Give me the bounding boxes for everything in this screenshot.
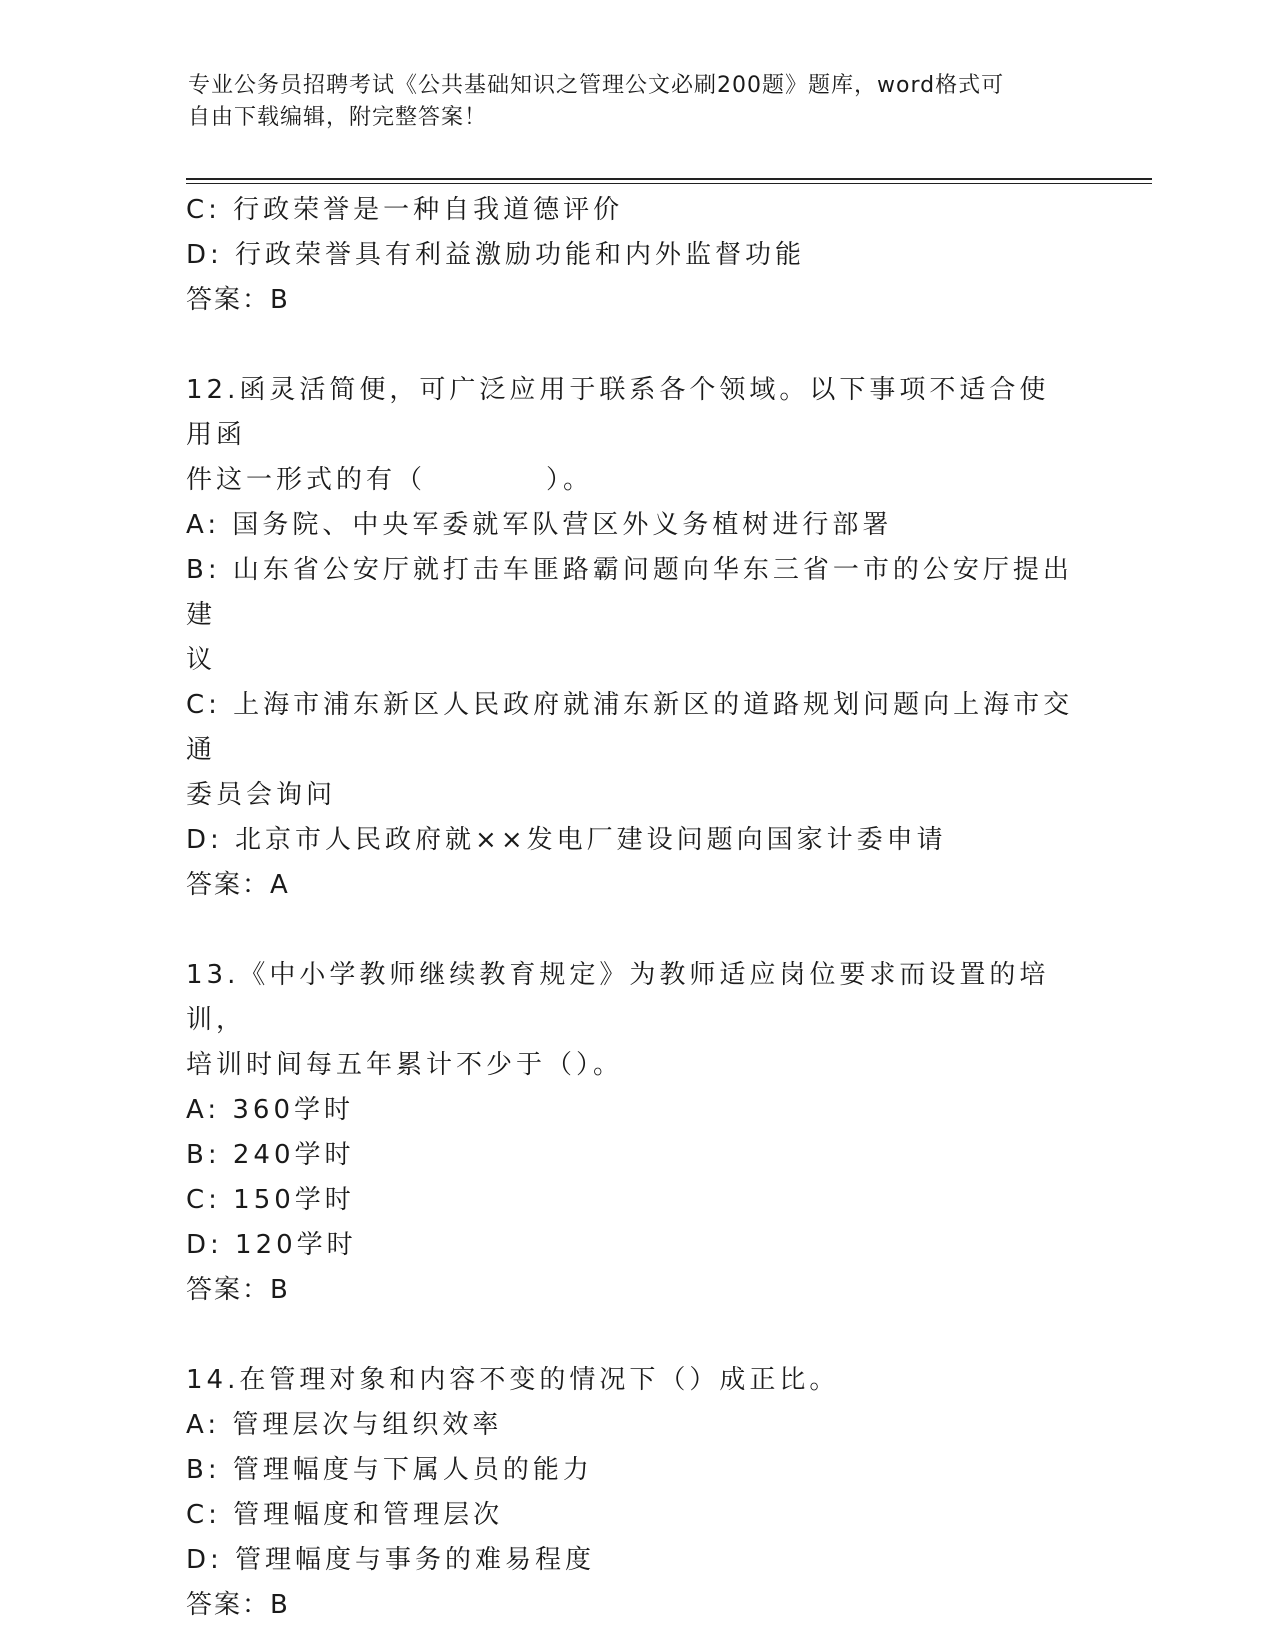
question-11-tail (186, 188, 1076, 323)
option-c: C: 管理幅度和管理层次 (186, 1500, 504, 1530)
option-b-continued: 议 (186, 645, 217, 675)
option-b: B: 山东省公安厅就打击车匪路霸问题向华东三省一市的公安厅提出建 (186, 555, 1073, 630)
document-header (188, 70, 1068, 134)
question-12 (186, 368, 1076, 908)
question-stem-continued: 件这一形式的有（ ）。 (186, 465, 594, 495)
option-c-continued: 委员会询问 (186, 780, 337, 810)
question-stem: 12.函灵活简便，可广泛应用于联系各个领域。以下事项不适合使用函 (186, 375, 1050, 450)
question-stem: 14.在管理对象和内容不变的情况下（）成正比。 (186, 1365, 840, 1395)
header-line-1: 专业公务员招聘考试《公共基础知识之管理公文必刷200题》题库，word格式可 (188, 73, 1005, 98)
option-d: D: 管理幅度与事务的难易程度 (186, 1545, 596, 1575)
option-d: D: 行政荣誉具有利益激励功能和内外监督功能 (186, 240, 806, 270)
answer-label: 答案：B (186, 285, 290, 315)
option-b: B: 240学时 (186, 1140, 355, 1170)
header-divider-thick (186, 178, 1152, 180)
question-stem-continued: 培训时间每五年累计不少于（）。 (186, 1050, 624, 1080)
answer-label: 答案：A (186, 870, 290, 900)
option-a: A: 360学时 (186, 1095, 354, 1125)
option-c: C: 150学时 (186, 1185, 355, 1215)
header-divider-thin (186, 183, 1152, 184)
header-line-2: 自由下载编辑，附完整答案！ (188, 105, 488, 130)
question-14 (186, 1358, 1076, 1628)
answer-label: 答案：B (186, 1275, 290, 1305)
question-spacer (186, 1313, 1076, 1358)
option-d: D: 北京市人民政府就××发电厂建设问题向国家计委申请 (186, 825, 947, 855)
question-list (186, 188, 1076, 1628)
question-stem: 13.《中小学教师继续教育规定》为教师适应岗位要求而设置的培训， (186, 960, 1050, 1035)
option-b: B: 管理幅度与下属人员的能力 (186, 1455, 593, 1485)
answer-label: 答案：B (186, 1590, 290, 1620)
question-spacer (186, 323, 1076, 368)
option-d: D: 120学时 (186, 1230, 357, 1260)
question-13 (186, 953, 1076, 1313)
option-a: A: 管理层次与组织效率 (186, 1410, 503, 1440)
option-a: A: 国务院、中央军委就军队营区外义务植树进行部署 (186, 510, 893, 540)
option-c: C: 行政荣誉是一种自我道德评价 (186, 195, 624, 225)
question-spacer (186, 908, 1076, 953)
option-c: C: 上海市浦东新区人民政府就浦东新区的道路规划问题向上海市交通 (186, 690, 1074, 765)
